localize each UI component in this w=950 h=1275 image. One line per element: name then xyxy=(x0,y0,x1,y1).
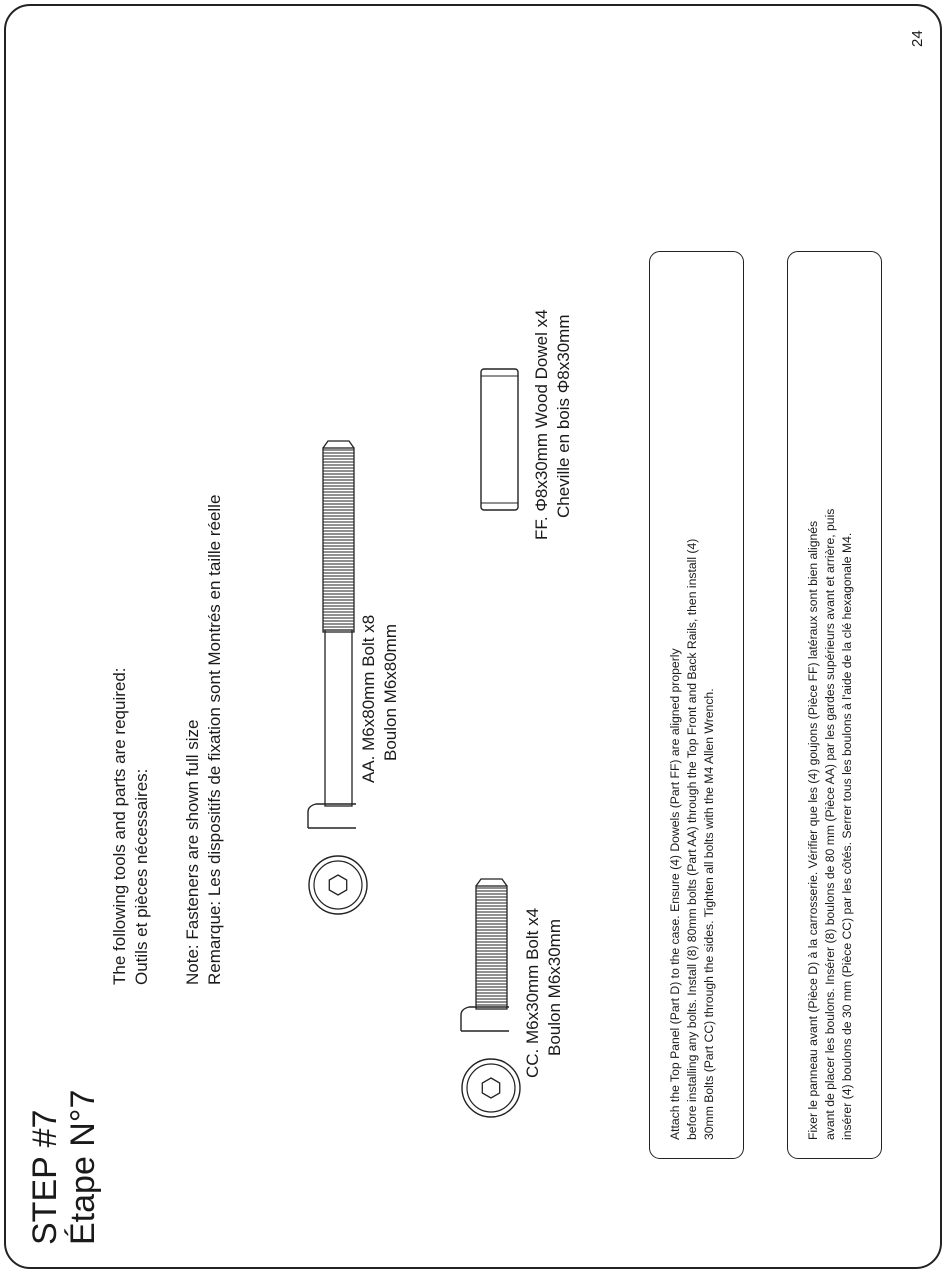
m6x30-bolt-icon xyxy=(459,878,509,1033)
wood-dowel-icon xyxy=(480,367,520,512)
m6x30-bolt-head-icon xyxy=(461,1058,521,1118)
part-cc-label xyxy=(522,908,566,1078)
page-number: 24 xyxy=(909,30,926,47)
m6x80-bolt-icon xyxy=(306,440,356,830)
instructions-en-line: Attach the Top Panel (Part D) to the case. Ensure (4) Dowels (Part FF) are aligned properly xyxy=(668,648,682,1140)
intro-line-fr: Outils et pièces nécessaires: xyxy=(132,768,151,985)
part-aa-label-fr: Boulon M6x80mm xyxy=(381,623,400,761)
part-ff-label xyxy=(531,309,575,540)
instructions-en xyxy=(667,539,718,1140)
note-line-fr: Remarque: Les dispositifs de fixation sont Montrés en taille réelle xyxy=(205,494,224,985)
part-ff-label-fr: Cheville en bois Φ8x30mm xyxy=(554,314,573,518)
m6x80-bolt-head-icon xyxy=(308,855,368,915)
step-title-fr: Étape N°7 xyxy=(64,1089,102,1245)
intro-text xyxy=(109,667,153,985)
instructions-fr-line: Fixer le panneau avant (Pièce D) à la carrosserie. Vérifier que les (4) goujons (Pièce FF) latéraux sont bien alignés xyxy=(806,520,820,1140)
instructions-en-line: 30mm Bolts (Part CC) through the sides. Tighten all bolts with the M4 Allen Wrench. xyxy=(702,688,716,1140)
part-cc-label-fr: Boulon M6x30mm xyxy=(545,918,564,1056)
instructions-fr xyxy=(805,509,856,1140)
instructions-fr-line: avant de placer les boulons. Insérer (8) boulons de 80 mm (Pièce AA) par les gardes supérieurs avant et arrière, puis xyxy=(823,508,837,1140)
note-line-en: Note: Fasteners are shown full size xyxy=(183,719,202,985)
step-title-en: STEP #7 xyxy=(26,1109,64,1245)
part-ff-label-en: FF. Φ8x30mm Wood Dowel x4 xyxy=(532,309,551,540)
note-text xyxy=(182,495,226,985)
part-cc-label-en: CC. M6x30mm Bolt x4 xyxy=(523,907,542,1078)
instructions-en-line: before installing any bolts. Install (8) 80mm bolts (Part AA) through the Top Front and Back Rails, then install (4) xyxy=(685,538,699,1140)
part-aa-label-en: AA. M6x80mm Bolt x8 xyxy=(359,614,378,783)
intro-line-en: The following tools and parts are required: xyxy=(110,667,129,985)
step-title xyxy=(26,1090,102,1245)
part-aa-label xyxy=(358,615,402,783)
instructions-fr-line: insérer (4) boulons de 30 mm (Pièce CC) par les côtés. Serrer tous les boulons à l'aide de la clé hexagonale M4. xyxy=(840,532,854,1140)
